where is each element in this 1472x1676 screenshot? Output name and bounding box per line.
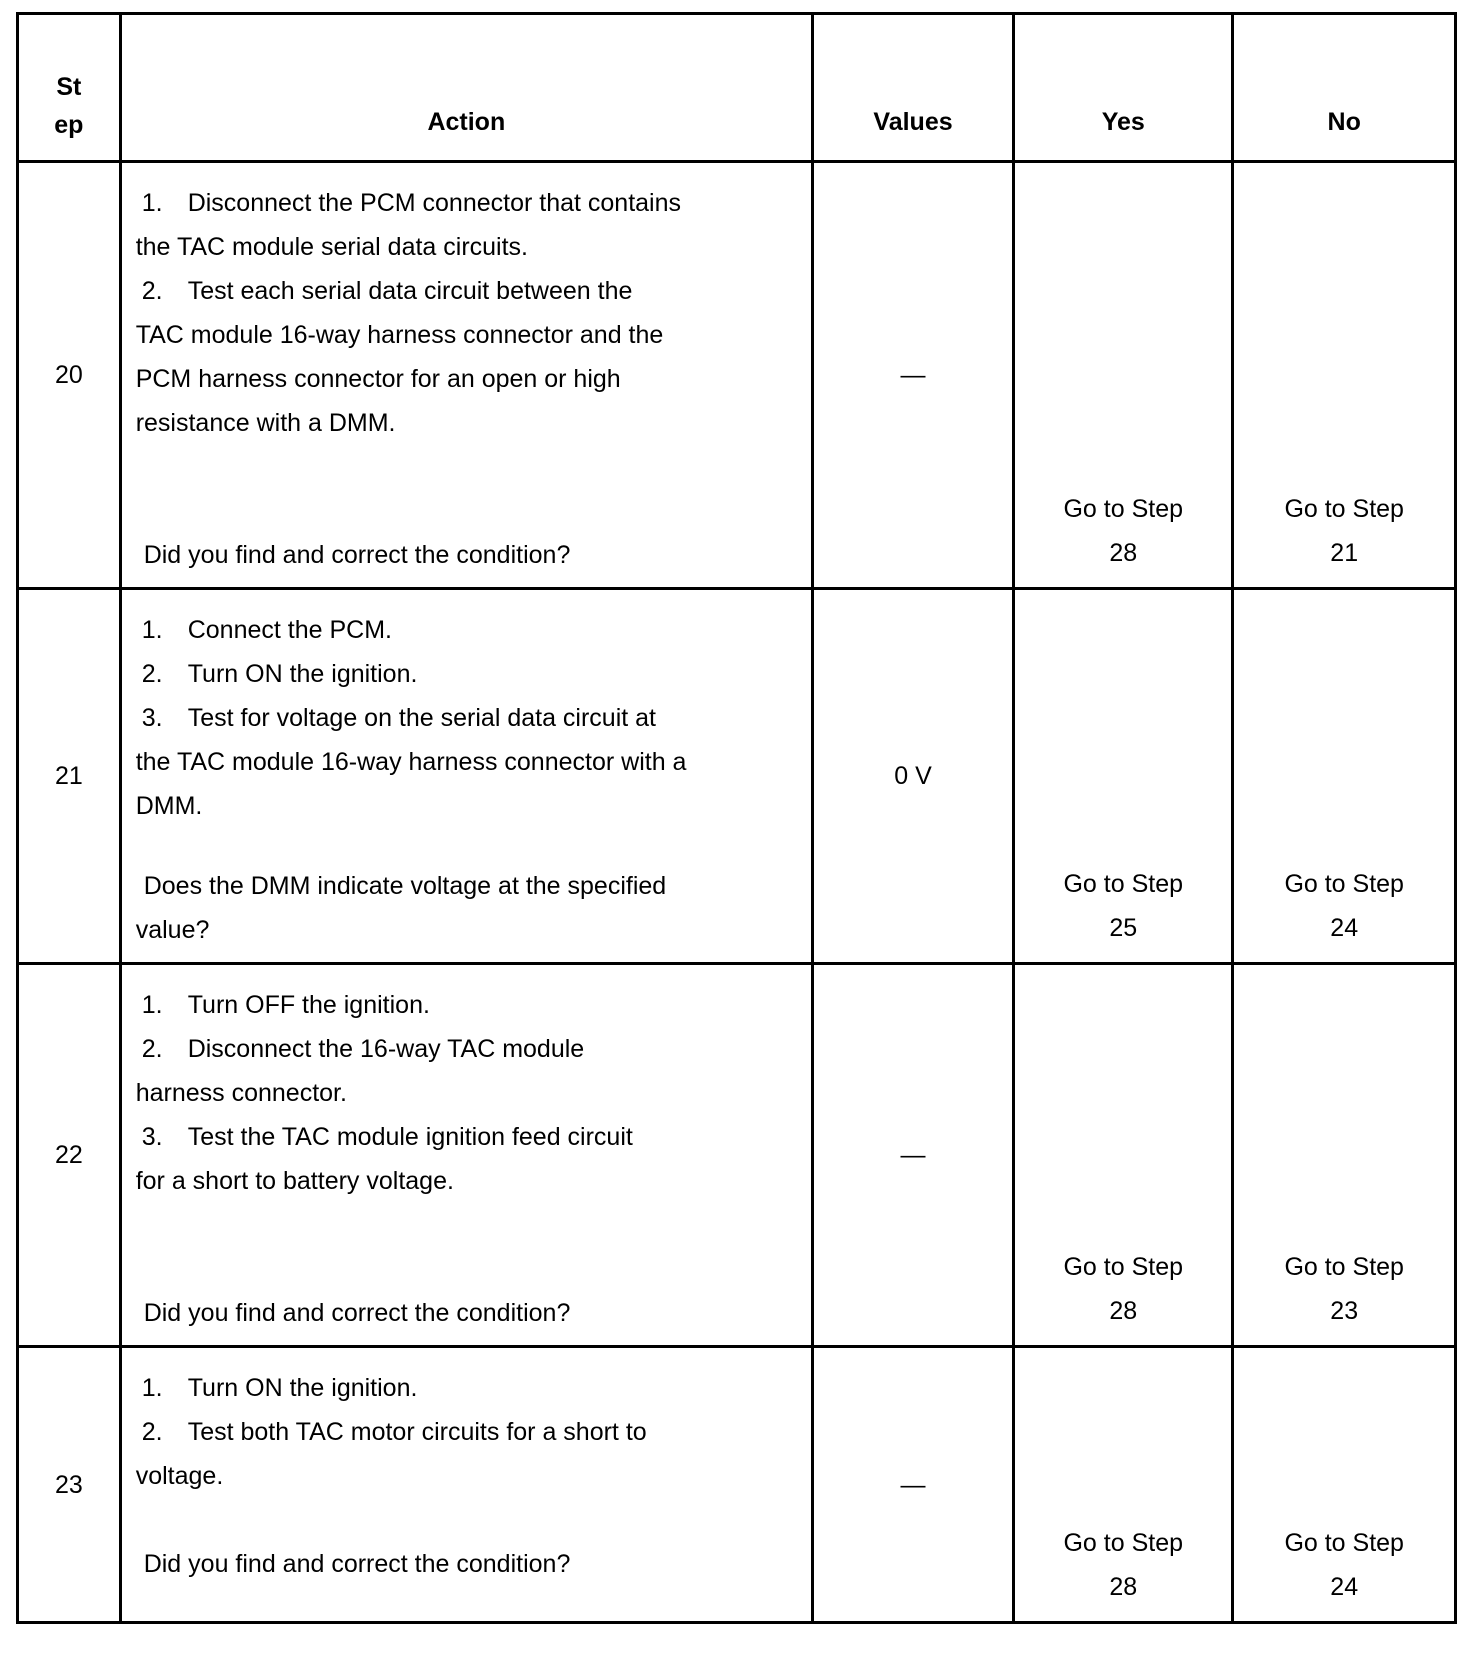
- header-yes: Yes: [1014, 14, 1233, 162]
- table-row: [18, 964, 1456, 1347]
- action-line: 2. Turn ON the ignition.: [141, 660, 418, 688]
- action-line: 3. Test the TAC module ignition feed circuit: [141, 1123, 633, 1151]
- step-number: 22: [18, 964, 121, 1347]
- action-question: Did you find and correct the condition?: [143, 1299, 571, 1327]
- no-cell: [1233, 964, 1456, 1347]
- action-line: resistance with a DMM.: [135, 409, 396, 437]
- action-question: Does the DMM indicate voltage at the specified: [143, 872, 667, 900]
- action-cell: [120, 589, 812, 964]
- action-cell: [120, 1347, 812, 1623]
- action-line: harness connector.: [135, 1079, 347, 1107]
- yes-goto-step: 28: [1109, 1573, 1138, 1601]
- no-goto-label: Go to Step: [1284, 1529, 1404, 1557]
- no-goto-label: Go to Step: [1284, 495, 1404, 523]
- header-step-line-1: St: [56, 73, 82, 101]
- diagnostic-table: [16, 12, 1457, 1624]
- step-number: 20: [18, 162, 121, 589]
- action-line: 1. Turn OFF the ignition.: [141, 991, 430, 1019]
- no-goto-label: Go to Step: [1284, 870, 1404, 898]
- step-number: 21: [18, 589, 121, 964]
- no-goto-step: 21: [1330, 539, 1359, 567]
- header-no: No: [1233, 14, 1456, 162]
- header-row: [18, 14, 1456, 162]
- action-line: TAC module 16-way harness connector and the: [135, 321, 664, 349]
- action-cell: [120, 964, 812, 1347]
- action-line: 1. Turn ON the ignition.: [141, 1374, 418, 1402]
- action-line: 2. Test each serial data circuit between the: [141, 277, 633, 305]
- step-number: 23: [18, 1347, 121, 1623]
- no-cell: [1233, 589, 1456, 964]
- header-values: Values: [812, 14, 1013, 162]
- action-question-cont: value?: [135, 916, 210, 944]
- value-cell: —: [812, 964, 1013, 1347]
- yes-goto-label: Go to Step: [1063, 1253, 1184, 1281]
- yes-goto-step: 25: [1109, 914, 1138, 942]
- action-line: 1. Disconnect the PCM connector that contains: [141, 189, 682, 217]
- value-cell: —: [812, 162, 1013, 589]
- no-goto-label: Go to Step: [1284, 1253, 1404, 1281]
- action-line: 2. Test both TAC motor circuits for a short to: [141, 1418, 647, 1446]
- action-line: 1. Connect the PCM.: [141, 616, 392, 644]
- no-cell: [1233, 162, 1456, 589]
- value-cell: 0 V: [812, 589, 1013, 964]
- yes-cell: [1014, 162, 1233, 589]
- no-cell: [1233, 1347, 1456, 1623]
- action-line: the TAC module 16-way harness connector with a: [135, 748, 687, 776]
- action-cell: [120, 162, 812, 589]
- header-step: [18, 14, 121, 162]
- table-row: [18, 162, 1456, 589]
- header-step-line-2: ep: [54, 111, 84, 139]
- action-line: the TAC module serial data circuits.: [135, 233, 529, 261]
- action-line: voltage.: [135, 1462, 224, 1490]
- action-line: PCM harness connector for an open or high: [135, 365, 621, 393]
- yes-goto-step: 28: [1109, 1297, 1138, 1325]
- table-row: [18, 589, 1456, 964]
- action-question: Did you find and correct the condition?: [143, 541, 571, 569]
- no-goto-step: 24: [1330, 914, 1359, 942]
- action-line: 3. Test for voltage on the serial data circuit at: [141, 704, 657, 732]
- header-action: Action: [120, 14, 812, 162]
- yes-cell: [1014, 1347, 1233, 1623]
- action-line: for a short to battery voltage.: [135, 1167, 454, 1195]
- yes-goto-label: Go to Step: [1063, 495, 1184, 523]
- no-goto-step: 24: [1330, 1573, 1359, 1601]
- yes-goto-step: 28: [1109, 539, 1138, 567]
- yes-goto-label: Go to Step: [1063, 1529, 1184, 1557]
- yes-goto-label: Go to Step: [1063, 870, 1184, 898]
- yes-cell: [1014, 964, 1233, 1347]
- action-line: DMM.: [135, 792, 203, 820]
- value-cell: —: [812, 1347, 1013, 1623]
- action-question: Did you find and correct the condition?: [143, 1550, 571, 1578]
- table-row: [18, 1347, 1456, 1623]
- no-goto-step: 23: [1330, 1297, 1359, 1325]
- action-line: 2. Disconnect the 16-way TAC module: [141, 1035, 585, 1063]
- yes-cell: [1014, 589, 1233, 964]
